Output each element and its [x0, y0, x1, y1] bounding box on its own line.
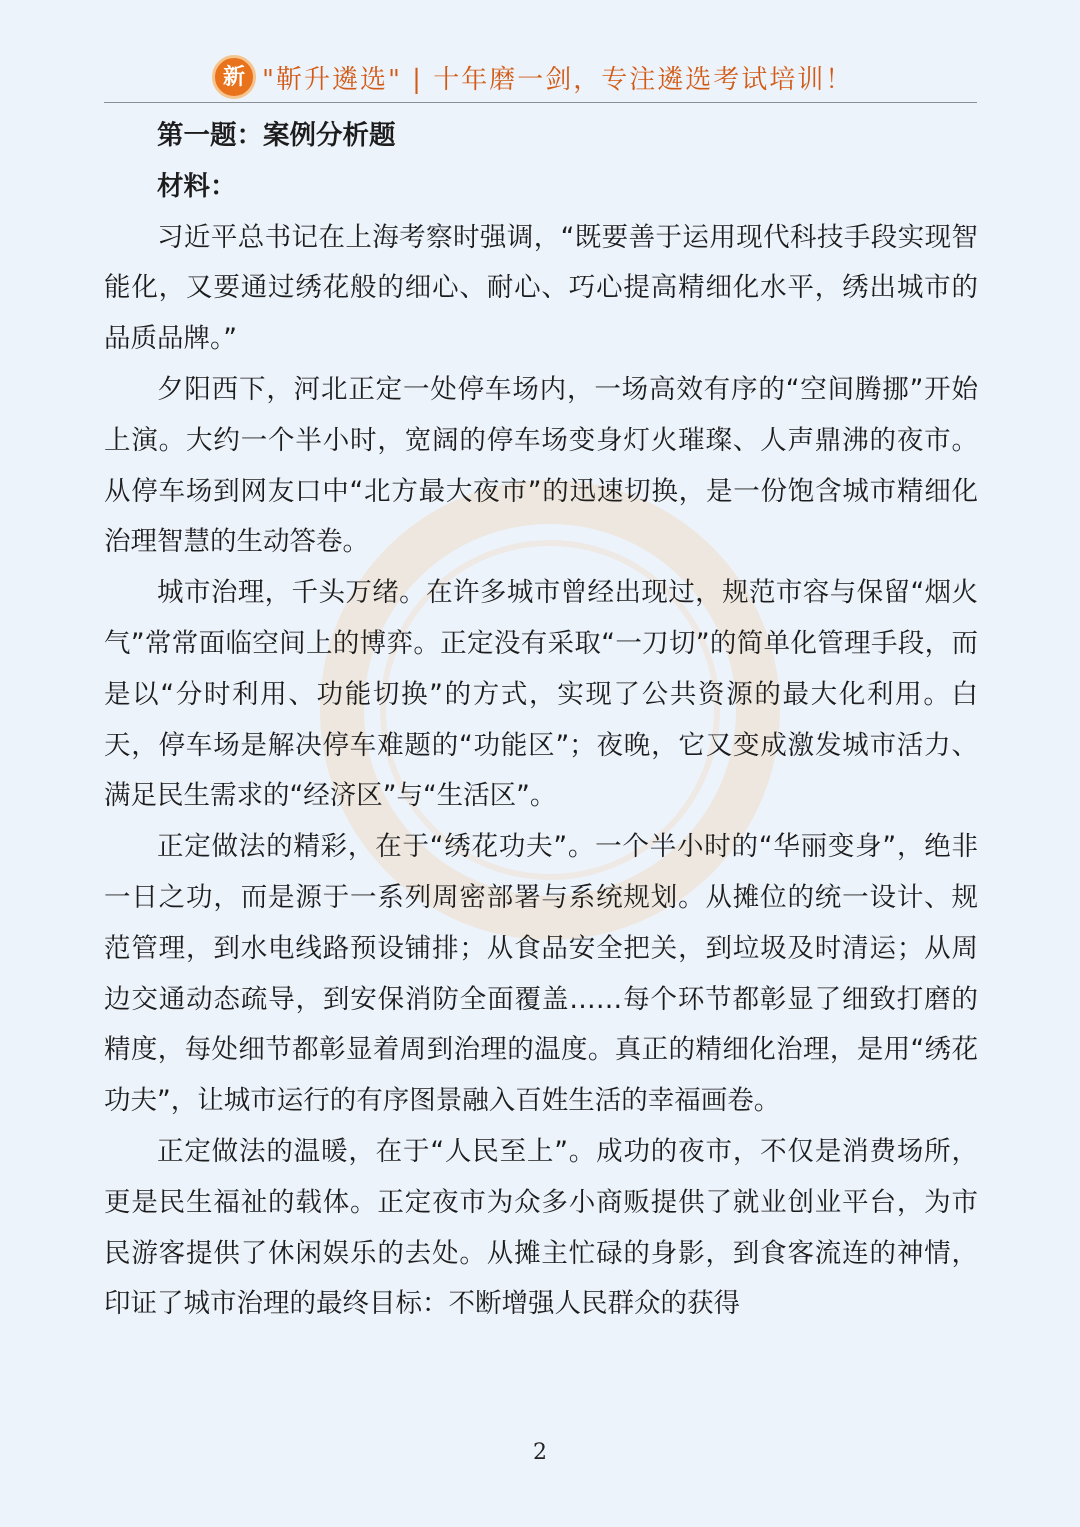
paragraph-2: 夕阳西下，河北正定一处停车场内，一场高效有序的“空间腾挪”开始上演。大约一个半小时，宽阔的停车场变身灯火璀璨、人声鼎沸的夜市。从停车场到网友口中“北方最大夜市”的迅速切换，是一份饱含城市精细化治理智慧的生动答卷。 [104, 373, 978, 558]
paragraph-5: 正定做法的温暖，在于“人民至上”。成功的夜市，不仅是消费场所，更是民生福祉的载体。正定夜市为众多小商贩提供了就业创业平台，为市民游客提供了休闲娱乐的去处。从摊主忙碌的身影，到食客流连的神情，印证了城市治理的最终目标：不断增强人民群众的获得 [104, 1135, 978, 1320]
material-label: 材料： [157, 170, 237, 202]
paragraph-3: 城市治理，千头万绪。在许多城市曾经出现过，规范市容与保留“烟火气”常常面临空间上的博弈。正定没有采取“一刀切”的简单化管理手段，而是以“分时利用、功能切换”的方式，实现了公共资源的最大化利用。白天，停车场是解决停车难题的“功能区”；夜晚，它又变成激发城市活力、满足民生需求的“经济区”与“生活区”。 [104, 577, 978, 812]
brand-logo-icon [212, 55, 256, 99]
document-body [104, 111, 978, 1330]
question-title: 第一题：案例分析题 [157, 120, 396, 151]
paragraph-1: 习近平总书记在上海考察时强调，“既要善于运用现代科技手段实现智能化，又要通过绣花般的细心、耐心、巧心提高精细化水平，绣出城市的品质品牌。” [104, 221, 978, 355]
logo-glyph: 新 [222, 64, 245, 90]
page-header [104, 55, 977, 103]
page-number: 2 [533, 1440, 547, 1465]
header-slogan: "靳升遴选" | 十年磨一剑，专注遴选考试培训！ [262, 65, 854, 95]
paragraph-4: 正定做法的精彩，在于“绣花功夫”。一个半小时的“华丽变身”，绝非一日之功，而是源于一系列周密部署与系统规划。从摊位的统一设计、规范管理，到水电线路预设铺排；从食品安全把关，到垃圾及时清运；从周边交通动态疏导，到安保消防全面覆盖……每个环节都彰显了细致打磨的精度，每处细节都彰显着周到治理的温度。真正的精细化治理，是用“绣花功夫”，让城市运行的有序图景融入百姓生活的幸福画卷。 [104, 831, 978, 1117]
